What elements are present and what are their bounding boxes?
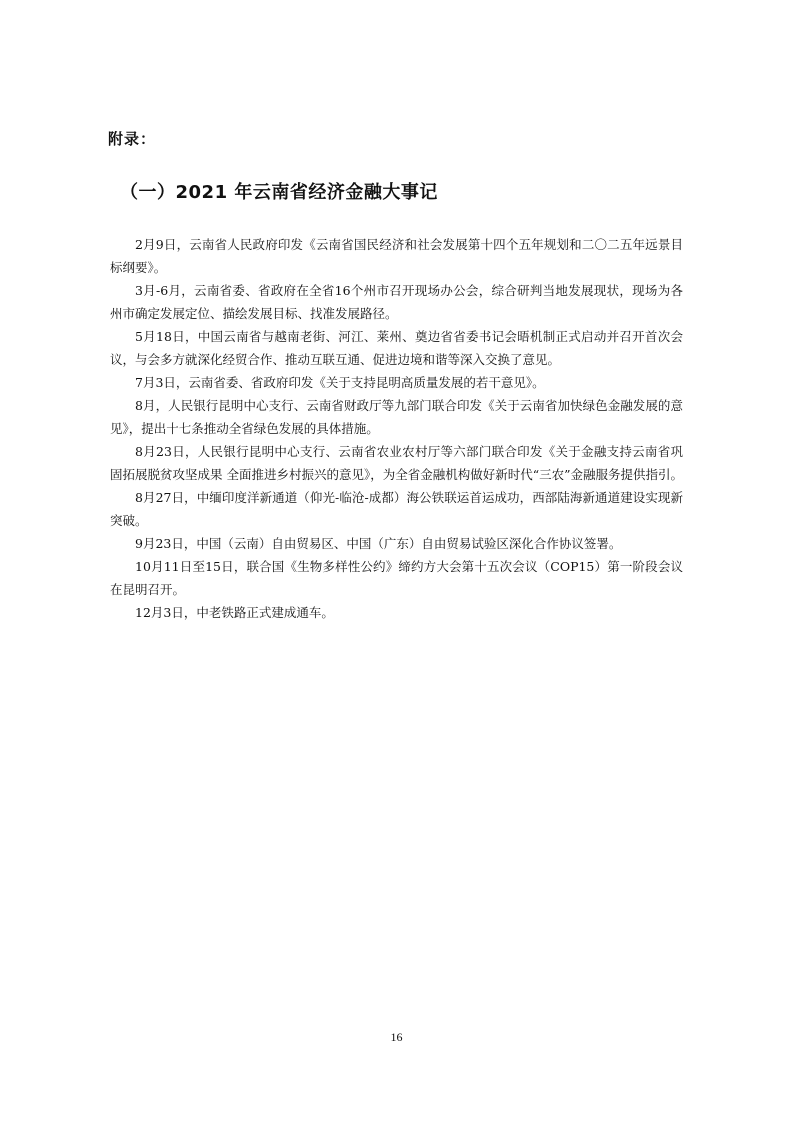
event-item: 7月3日，云南省委、省政府印发《关于支持昆明高质量发展的若干意见》。 [135,375,545,390]
event-item: 3月-6月，云南省委、省政府在全省16个州市召开现场办公会，综合研判当地发展现状，现场为各州市确定发展定位、描绘发展目标、找准发展路径。 [110,283,683,321]
event-item: 8月，人民银行昆明中心支行、云南省财政厅等九部门联合印发《关于云南省加快绿色金融发展的意见》，提出十七条推动全省绿色发展的具体措施。 [110,398,683,436]
section-title: （一）2021 年云南省经济金融大事记 [120,182,438,203]
event-item: 9月23日，中国（云南）自由贸易区、中国（广东）自由贸易试验区深化合作协议签署。 [135,536,622,551]
event-item: 5月18日，中国云南省与越南老街、河江、莱州、奠边省省委书记会晤机制正式启动并召开首次会议，与会多方就深化经贸合作、推动互联互通、促进边境和谐等深入交换了意见。 [110,329,683,367]
event-item: 12月3日，中老铁路正式建成通车。 [135,605,334,620]
event-item: 8月23日，人民银行昆明中心支行、云南省农业农村厅等六部门联合印发《关于金融支持云南省巩固拓展脱贫攻坚成果 全面推进乡村振兴的意见》，为全省金融机构做好新时代“三农”金融服务提供指引。 [110,444,684,482]
event-item: 10月11日至15日，联合国《生物多样性公约》缔约方大会第十五次会议（COP15）第一阶段会议在昆明召开。 [110,559,683,597]
event-item: 2月9日，云南省人民政府印发《云南省国民经济和社会发展第十四个五年规划和二〇二五年远景目标纲要》。 [110,237,683,275]
appendix-label: 附录： [108,130,157,148]
event-item: 8月27日，中缅印度洋新通道（仰光-临沧-成都）海公铁联运首运成功，西部陆海新通道建设实现新突破。 [110,490,683,528]
event-list [110,233,683,624]
page-number: 16 [390,1030,403,1044]
